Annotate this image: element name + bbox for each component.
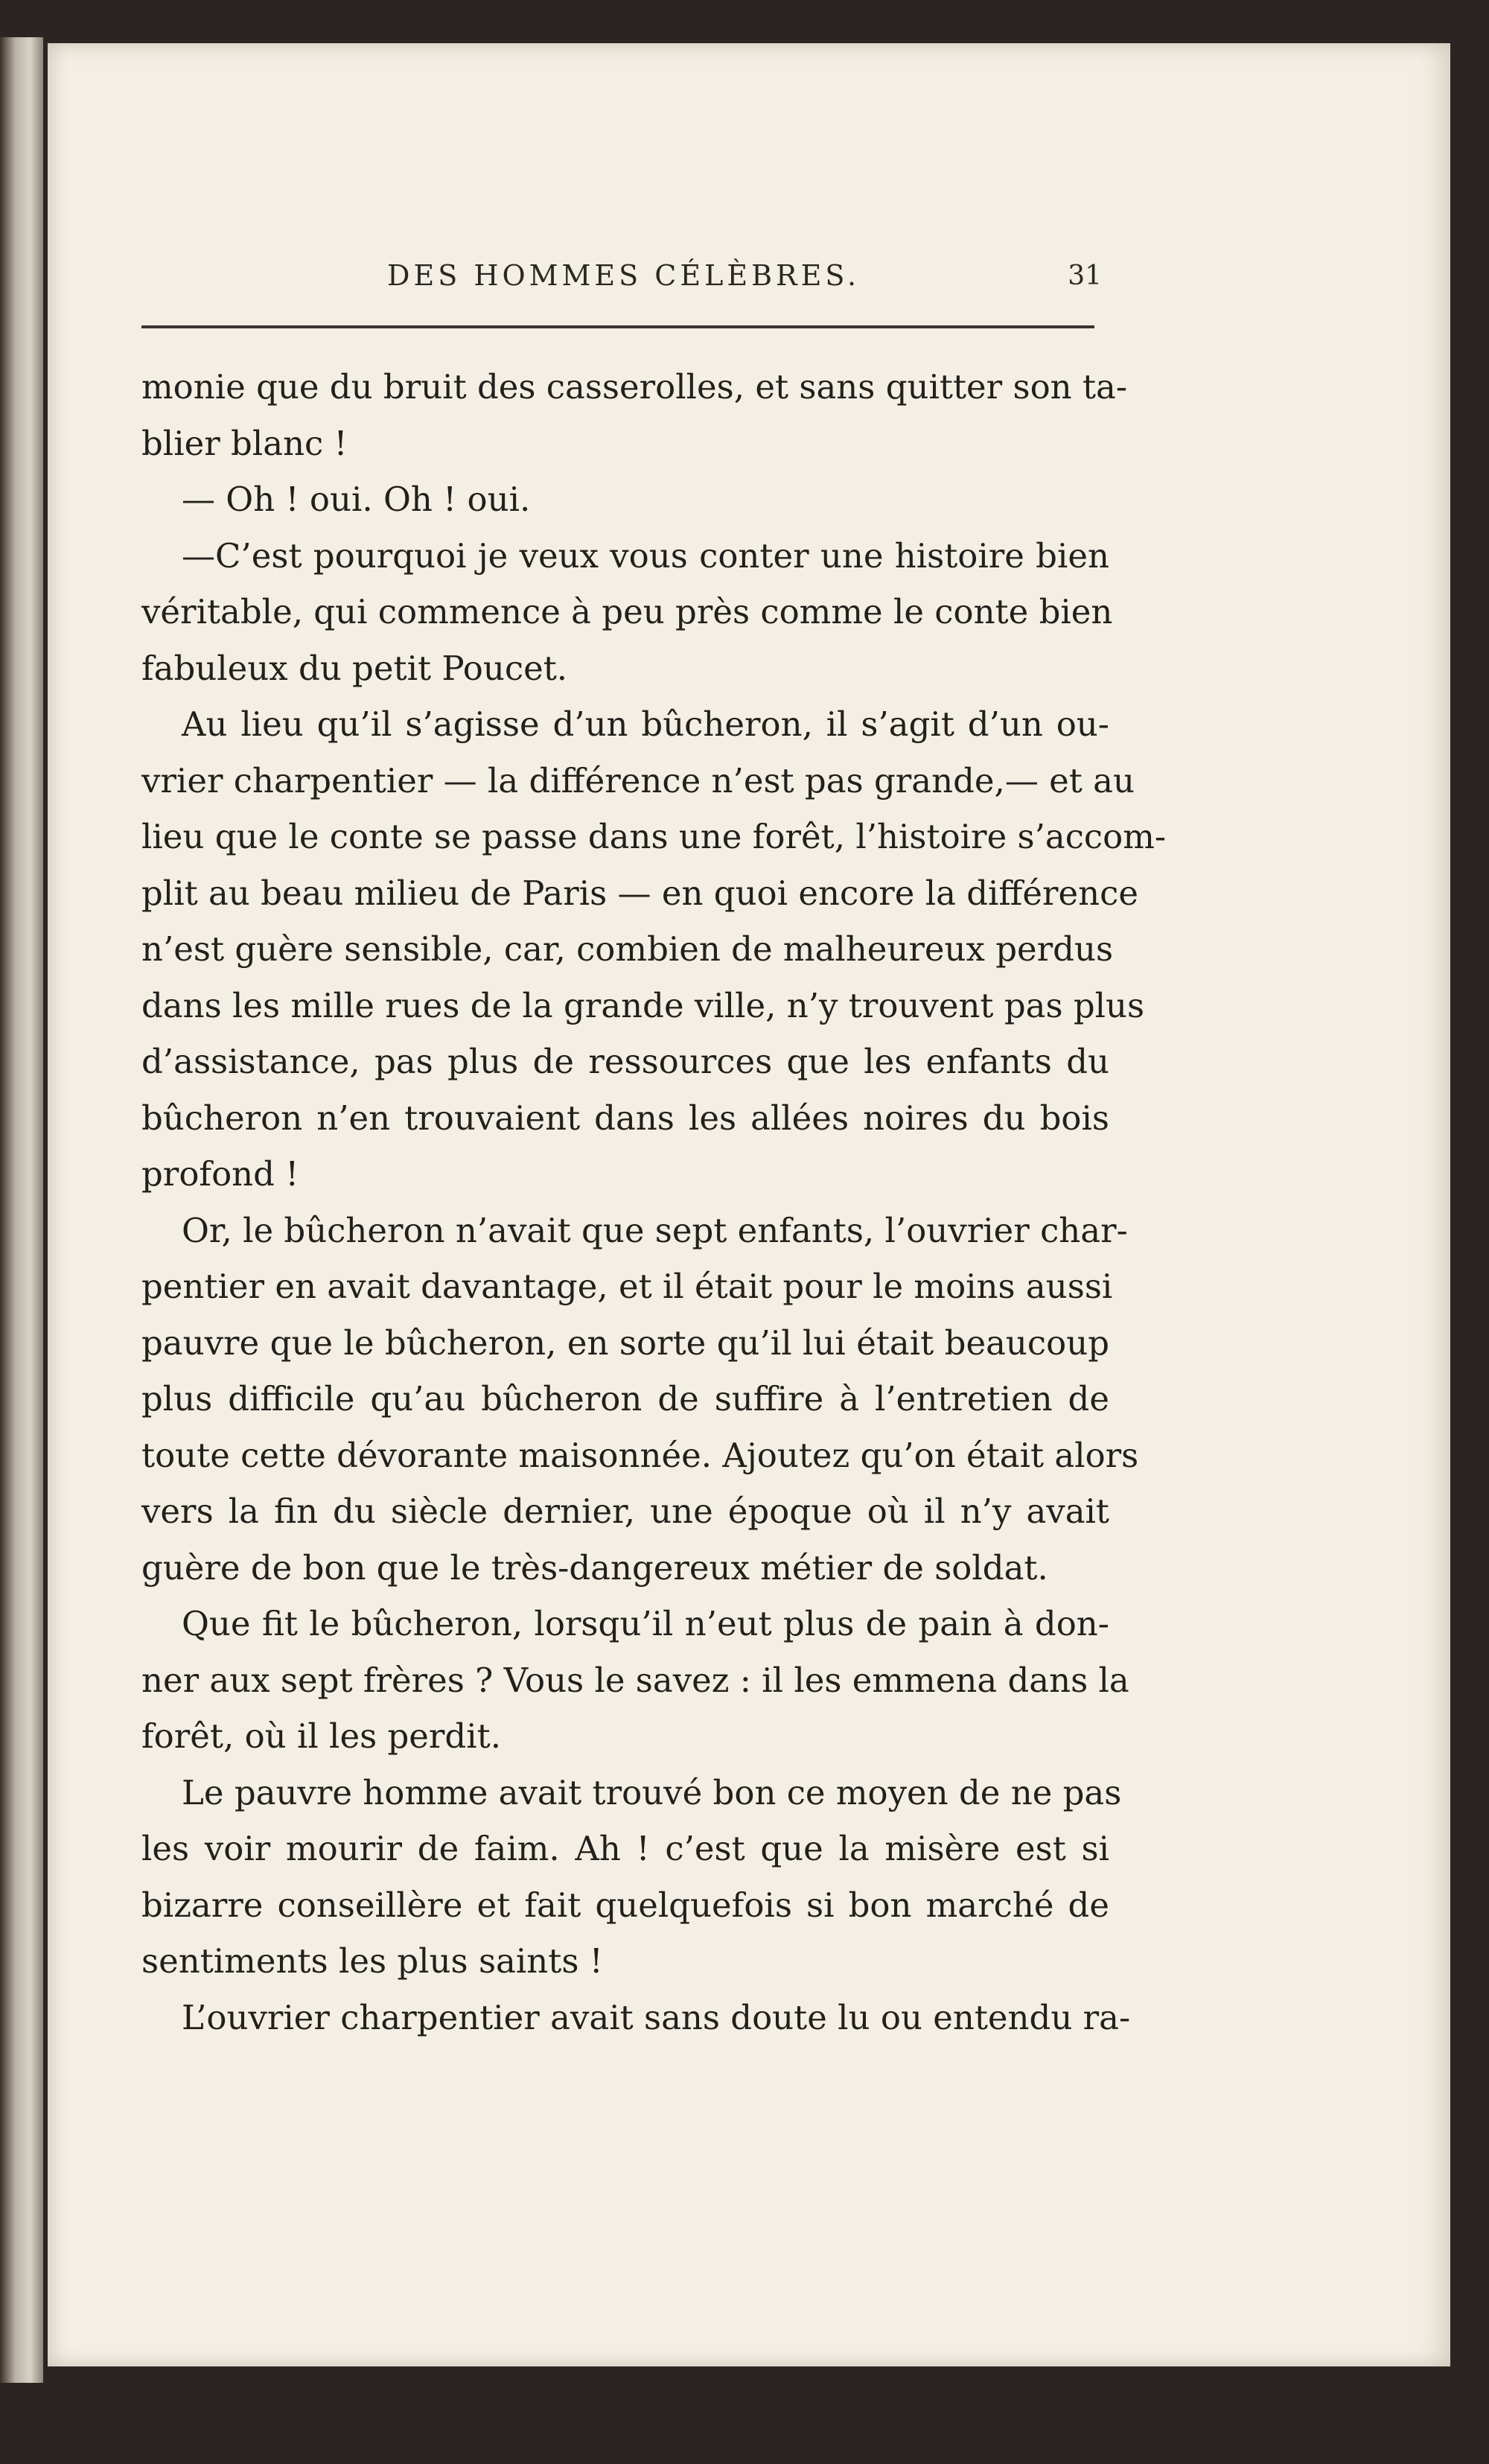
text-line: toute cette dévorante maisonnée. Ajoutez qu’on était alors bbox=[141, 1435, 1139, 1475]
text-line: pauvre que le bûcheron, en sorte qu’il lui était beaucoup bbox=[141, 1322, 1109, 1363]
text-line: véritable, qui commence à peu près comme le conte bien bbox=[141, 592, 1113, 631]
body-text bbox=[141, 359, 1167, 2046]
text-line: lieu que le conte se passe dans une forêt, l’histoire s’accom- bbox=[141, 817, 1167, 856]
text-line: vers la fin du siècle dernier, une époque où il n’y avait bbox=[141, 1492, 1109, 1531]
text-line: guère de bon que le très-dangereux métier de soldat. bbox=[141, 1547, 1048, 1588]
text-line: dans les mille rues de la grande ville, n’y trouvent pas plus bbox=[141, 985, 1145, 1025]
running-head-title: DES HOMMES CÉLÈBRES. bbox=[387, 259, 861, 292]
text-line: Or, le bûcheron n’avait que sept enfants, l’ouvrier char- bbox=[182, 1210, 1128, 1250]
text-line: plit au beau milieu de Paris — en quoi encore la différence bbox=[141, 873, 1138, 913]
text-line: plus difficile qu’au bûcheron de suffire à l’entretien de bbox=[141, 1379, 1109, 1419]
adjacent-page-edge bbox=[0, 37, 43, 2383]
text-line: Au lieu qu’il s’agisse d’un bûcheron, il s’agit d’un ou- bbox=[182, 704, 1109, 744]
text-line: L’ouvrier charpentier avait sans doute lu ou entendu ra- bbox=[182, 1997, 1131, 2037]
text-line: forêt, où il les perdit. bbox=[141, 1716, 502, 1756]
text-line: profond ! bbox=[141, 1154, 299, 1194]
text-line: —C’est pourquoi je veux vous conter une histoire bien bbox=[182, 535, 1109, 576]
text-line: blier blanc ! bbox=[141, 423, 348, 463]
text-line: Que fit le bûcheron, lorsqu’il n’eut plus de pain à don- bbox=[182, 1604, 1109, 1643]
text-line: bûcheron n’en trouvaient dans les allées noires du bois bbox=[141, 1098, 1109, 1138]
text-line: fabuleux du petit Poucet. bbox=[141, 648, 568, 688]
running-head bbox=[141, 259, 1102, 304]
text-line: bizarre conseillère et fait quelquefois si bon marché de bbox=[141, 1885, 1109, 1925]
text-line: les voir mourir de faim. Ah ! c’est que la misère est si bbox=[141, 1829, 1109, 1868]
text-line: n’est guère sensible, car, combien de malheureux perdus bbox=[141, 929, 1114, 969]
text-line: pentier en avait davantage, et il était pour le moins aussi bbox=[141, 1267, 1113, 1306]
text-line: d’assistance, pas plus de ressources que les enfants du bbox=[141, 1042, 1109, 1081]
text-line: sentiments les plus saints ! bbox=[141, 1941, 603, 1981]
text-line: vrier charpentier — la différence n’est pas grande,— et au bbox=[141, 760, 1135, 800]
header-rule bbox=[141, 325, 1094, 328]
text-line: monie que du bruit des casserolles, et sans quitter son ta- bbox=[141, 367, 1128, 407]
text-line: — Oh ! oui. Oh ! oui. bbox=[182, 480, 531, 519]
page-number: 31 bbox=[1068, 261, 1102, 291]
text-line: Le pauvre homme avait trouvé bon ce moyen de ne pas bbox=[182, 1772, 1122, 1812]
text-line: ner aux sept frères ? Vous le savez : il les emmena dans la bbox=[141, 1660, 1129, 1700]
